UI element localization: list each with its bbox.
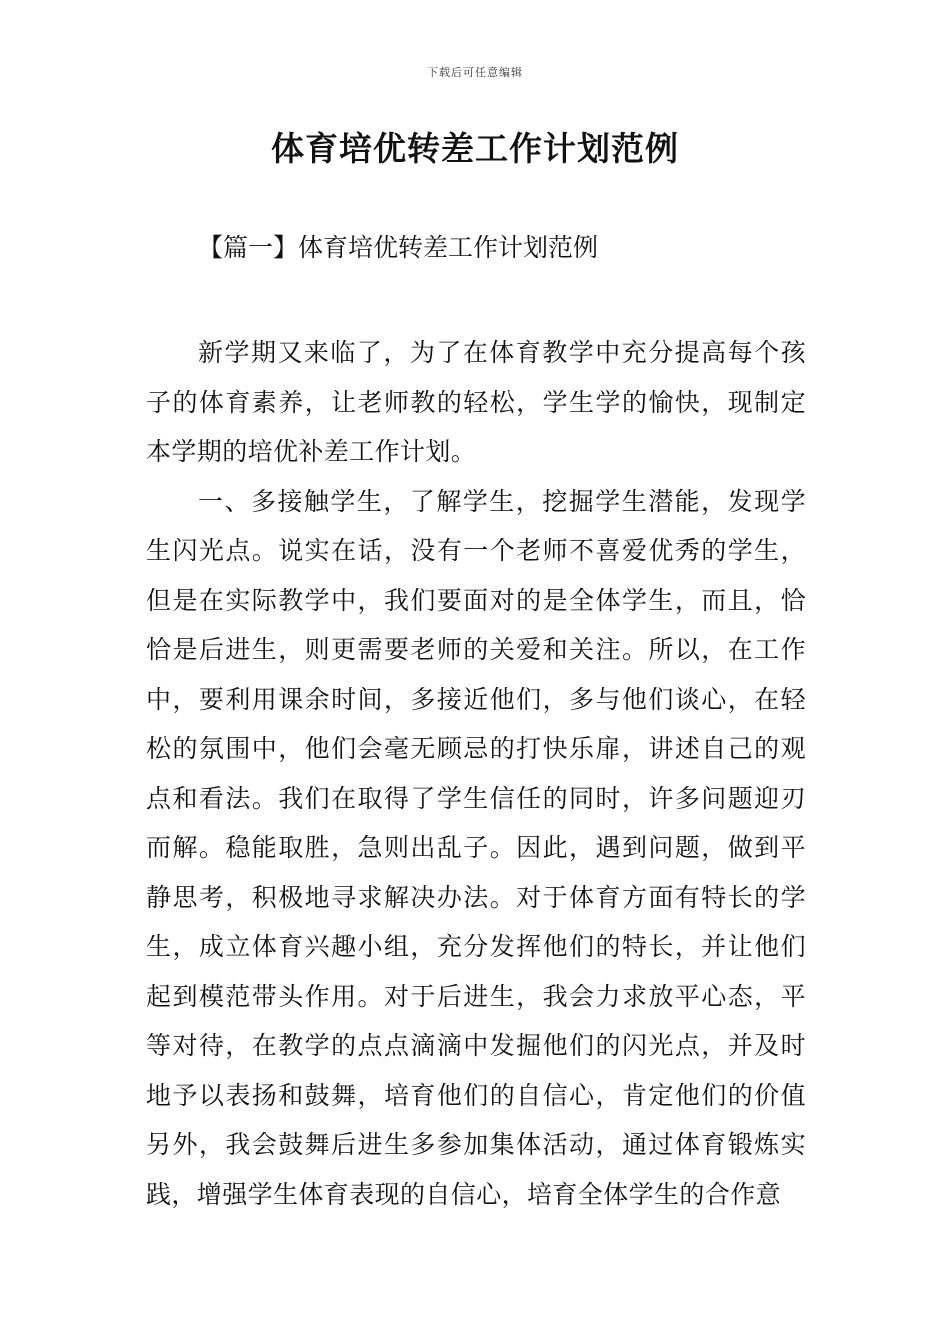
body-text — [146, 328, 806, 1219]
header-note: 下载后可任意编辑 — [427, 66, 523, 79]
document-title: 体育培优转差工作计划范例 — [271, 129, 679, 168]
paragraph-intro: 新学期又来临了，为了在体育教学中充分提高每个孩子的体育素养，让老师教的轻松，学生学的愉快，现制定本学期的培优补差工作计划。 — [146, 338, 806, 466]
section-heading: 【篇一】体育培优转差工作计划范例 — [198, 233, 599, 262]
paragraph-point-one: 一、多接触学生，了解学生，挖掘学生潜能，发现学生闪光点。说实在话，没有一个老师不喜爱优秀的学生，但是在实际教学中，我们要面对的是全体学生，而且，恰恰是后进生，则更需要老师的关爱和关注。所以，在工作中，要利用课余时间，多接近他们，多与他们谈心，在轻松的氛围中，他们会毫无顾忌的打快乐扉，讲述自己的观点和看法。我们在取得了学生信任的同时，许多问题迎刃而解。稳能取胜，急则出乱子。因此，遇到问题，做到平静思考，积极地寻求解决办法。对于体育方面有特长的学生，成立体育兴趣小组，充分发挥他们的特长，并让他们起到模范带头作用。对于后进生，我会力求放平心态，平等对待，在教学的点点滴滴中发掘他们的闪光点，并及时地予以表扬和鼓舞，培育他们的自信心，肯定他们的价值另外，我会鼓舞后进生多参加集体活动，通过体育锻炼实践，增强学生体育表现的自信心，培育全体学生的合作意 — [146, 486, 806, 1209]
